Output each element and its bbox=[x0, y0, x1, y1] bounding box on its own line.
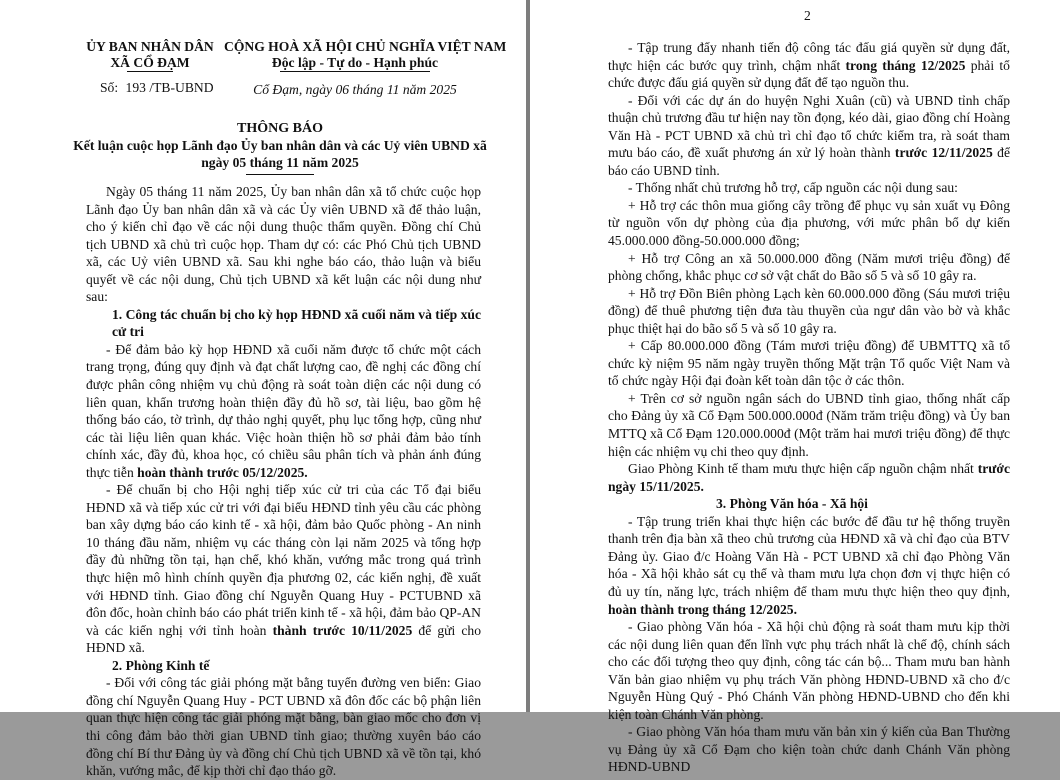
support-item-border-post: + Hỗ trợ Đồn Biên phòng Lạch kèn 60.000.000 đồng (Sáu mươi triệu đồng) để thuê phương tiện đưa tàu thuyền của ngư dân vào bờ và khắc phục thiệt hại do bão số 5 và số 10 gây ra. bbox=[608, 285, 1010, 336]
document-type: THÔNG BÁO bbox=[237, 121, 323, 136]
document-body-page1 bbox=[86, 183, 481, 780]
national-motto: Độc lập - Tự do - Hạnh phúc bbox=[271, 55, 439, 70]
paragraph-culture-review: - Giao phòng Văn hóa - Xã hội chủ động rà soát tham mưu kịp thời các nội dung liên quan đến lĩnh vực phụ trách nhất là chế độ, chính sách cho các đối tượng theo quy định, công tác cán bộ... Tham mưu ban hành Văn bản giao nhiệm vụ phụ trách Văn phòng HĐND-UBND xã cho đ/c Nguyễn Hùng Quý - Phó Chánh Văn phòng HĐND-UBND cho đến khi kiện toàn Chánh Văn phòng. bbox=[608, 619, 1010, 722]
intro-paragraph: Ngày 05 tháng 11 năm 2025, Ủy ban nhân dân xã tổ chức cuộc họp Lãnh đạo Ủy ban nhân dân xã và các Ủy viên UBND xã để thảo luận, cho ý kiến chỉ đạo về các nội dung thuộc thẩm quyền. Đồng chí Chủ tịch UBND xã chủ trì cuộc họp. Tham dự có: các Phó Chủ tịch UBND xã, các Uỷ viên UBND xã. Sau khi nghe báo cáo, thảo luận và biểu quyết về các nội dung, Chủ tịch UBND xã kết luận các nội dung như sau: bbox=[86, 184, 481, 305]
support-item-budget: + Trên cơ sở nguồn ngân sách do UBND tỉnh giao, thống nhất cấp cho Đảng ủy xã Cổ Đạm 500.000.000đ (Năm trăm triệu đồng) và Ủy ban MTTQ xã Cổ Đạm 120.000.000đ (Một trăm hai mươi triệu đồng) để thực hiện các nhiệm vụ chi theo quy định. bbox=[608, 390, 1010, 459]
support-item-front: + Cấp 80.000.000 đồng (Tám mươi triệu đồng) để UBMTTQ xã tổ chức kỳ niệm 95 năm ngày truyền thống Mặt trận Tổ quốc Việt Nam và tổ chức ngày Hội đại đoàn kết toàn dân tộc ở các thôn. bbox=[608, 338, 1010, 389]
document-number: Số: 193 /TB-UBND bbox=[100, 80, 214, 95]
paragraph-culture-office: - Giao phòng Văn hóa tham mưu văn bản xin ý kiến của Ban Thường vụ Đảng ủy xã Cổ Đạm cho kiện toàn chức danh Chánh Văn phòng HĐND-UBND bbox=[608, 724, 1010, 775]
section-2-paragraph-1: - Đối với công tác giải phóng mặt bằng tuyến đường ven biển: Giao đồng chí Nguyễn Quang Huy - PCT UBND xã đôn đốc các bộ phận liên quan thực hiện công tác giải phóng mặt bằng, bàn giao mốc cho đơn vị thi công đảm bảo thời gian UBND tỉnh giao; thường xuyên báo cáo đồng chí Bí thư Đảng ủy và đồng chí Chủ tịch UBND xã về tồn tại, khó khăn, vướng mắc, để kịp thời chỉ đạo tháo gỡ. bbox=[86, 675, 481, 779]
section-1-paragraph-2: - Để chuẩn bị cho Hội nghị tiếp xúc cử tri của các Tổ đại biểu HĐND xã và tiếp xúc cử tri với đại biểu HĐND tỉnh yêu cầu các phòng ban xây dựng báo cáo kinh tế - xã hội, đảm bảo Quốc phòng - An ninh 10 tháng đầu năm, nhiệm vụ các tháng còn lại năm 2025 và tổng hợp đầy đủ những tồn tại, hạn chế, khó khăn, vướng mắc trong quá trình thực hiện mô hình chính quyền địa phương 02, các kiến nghị, đề xuất với HĐND tỉnh. Giao đồng chí Nguyễn Quang Huy - PCTUBND xã đôn đốc, hoàn chỉnh báo cáo phát triển kinh tế - xã hội, đảm bảo QP-AN và các kiến nghị với tỉnh hoàn thành trước 10/11/2025 để gửi cho HĐND xã. bbox=[86, 482, 482, 656]
document-body-page2 bbox=[608, 39, 1010, 776]
paragraph-support-intro: - Thống nhất chủ trương hỗ trợ, cấp nguồn các nội dung sau: bbox=[628, 180, 958, 196]
support-item-seeds: + Hỗ trợ các thôn mua giống cây trồng để phục vụ sản xuất vụ Đông từ nguồn vốn dự phòng của địa phương, với mức phân bổ dự kiến 45.000.000 đồng-50.000.000 đồng; bbox=[608, 197, 1010, 249]
subject-underline bbox=[246, 174, 314, 175]
document-page-2 bbox=[530, 0, 1060, 775]
agency-name-line2: XÃ CỔ ĐẠM bbox=[110, 55, 190, 70]
paragraph-broadcast: - Tập trung triển khai thực hiện các bước để đầu tư hệ thống truyền thanh trên địa bàn xã theo chủ trương của HĐND xã và chỉ đạo của BTV Đảng ủy. Giao đ/c Hoàng Văn Hà - PCT UBND xã chỉ đạo Phòng Văn hóa - Xã hội khảo sát cụ thể và tham mưu lựa chọn đơn vị thực hiện có đủ uy tín, năng lực, trách nhiệm để tham mưu thực hiện theo quy định, hoàn thành trong tháng 12/2025. bbox=[608, 513, 1010, 617]
support-item-police: + Hỗ trợ Công an xã 50.000.000 đồng (Năm mươi triệu đồng) để phòng chống, khắc phục cơ sở vật chất do Bão số 5 và số 10 gây ra. bbox=[608, 250, 1010, 284]
place-and-date: Cổ Đạm, ngày 06 tháng 11 năm 2025 bbox=[253, 82, 457, 97]
paragraph-projects: - Đối với các dự án do huyện Nghi Xuân (cũ) và UBND tỉnh chấp thuận chủ trương đầu tư hiện nay tồn đọng, kéo dài, giao đồng chí Hoàng Văn Hà - PCT UBND xã chủ trì chỉ đạo tổ chức kiểm tra, rà soát tham mưu báo cáo, đề xuất phương án xử lý hoàn thành trước 12/11/2025 để báo cáo UBND tỉnh. bbox=[608, 92, 1010, 178]
document-page-1 bbox=[0, 0, 526, 779]
paragraph-assign-economy: Giao Phòng Kinh tế tham mưu thực hiện cấp nguồn chậm nhất trước ngày 15/11/2025. bbox=[608, 461, 1010, 494]
section-2-heading: 2. Phòng Kinh tế bbox=[112, 657, 210, 673]
document-subject-line2: ngày 05 tháng 11 năm 2025 bbox=[201, 155, 359, 170]
motto-underline bbox=[280, 71, 430, 72]
republic-heading: CỘNG HOÀ XÃ HỘI CHỦ NGHĨA VIỆT NAM bbox=[224, 39, 507, 54]
paragraph-auction: - Tập trung đẩy nhanh tiến độ công tác đấu giá quyền sử dụng đất, thực hiện các bước quy trình, chậm nhất trong tháng 12/2025 phải tổ chức được đấu giá quyền sử dụng đất để tạo nguồn thu. bbox=[608, 40, 1010, 91]
section-3-heading: 3. Phòng Văn hóa - Xã hội bbox=[716, 496, 868, 512]
section-1-paragraph-1: - Để đảm bảo kỳ họp HĐND xã cuối năm được tổ chức một cách trang trọng, đúng quy định và đạt chất lượng cao, đề nghị các đồng chí được phân công nhiệm vụ chủ động rà soát toàn diện các nội dung có liên quan, khẩn trương hoàn thiện đầy đủ hồ sơ, tài liệu, bao gồm hệ thống báo cáo, tờ trình, dự thảo nghị quyết, phụ lục tổng hợp, cũng như các tài liệu liên quan khác. Việc hoàn thiện hồ sơ phải đảm bảo tính chính xác, đầy đủ, khoa học, có chiều sâu phân tích và phản ánh đúng thực tiễn hoàn thành trước 05/12/2025. bbox=[86, 341, 481, 480]
agency-name-line1: ỦY BAN NHÂN DÂN bbox=[86, 39, 214, 54]
section-1-heading: 1. Công tác chuẩn bị cho kỳ họp HĐND xã cuối năm và tiếp xúc cử tri bbox=[112, 306, 481, 340]
page-number: 2 bbox=[804, 8, 811, 23]
agency-underline bbox=[127, 71, 173, 72]
document-subject-line1: Kết luận cuộc họp Lãnh đạo Ủy ban nhân dân và các Uỷ viên UBND xã bbox=[73, 138, 487, 153]
